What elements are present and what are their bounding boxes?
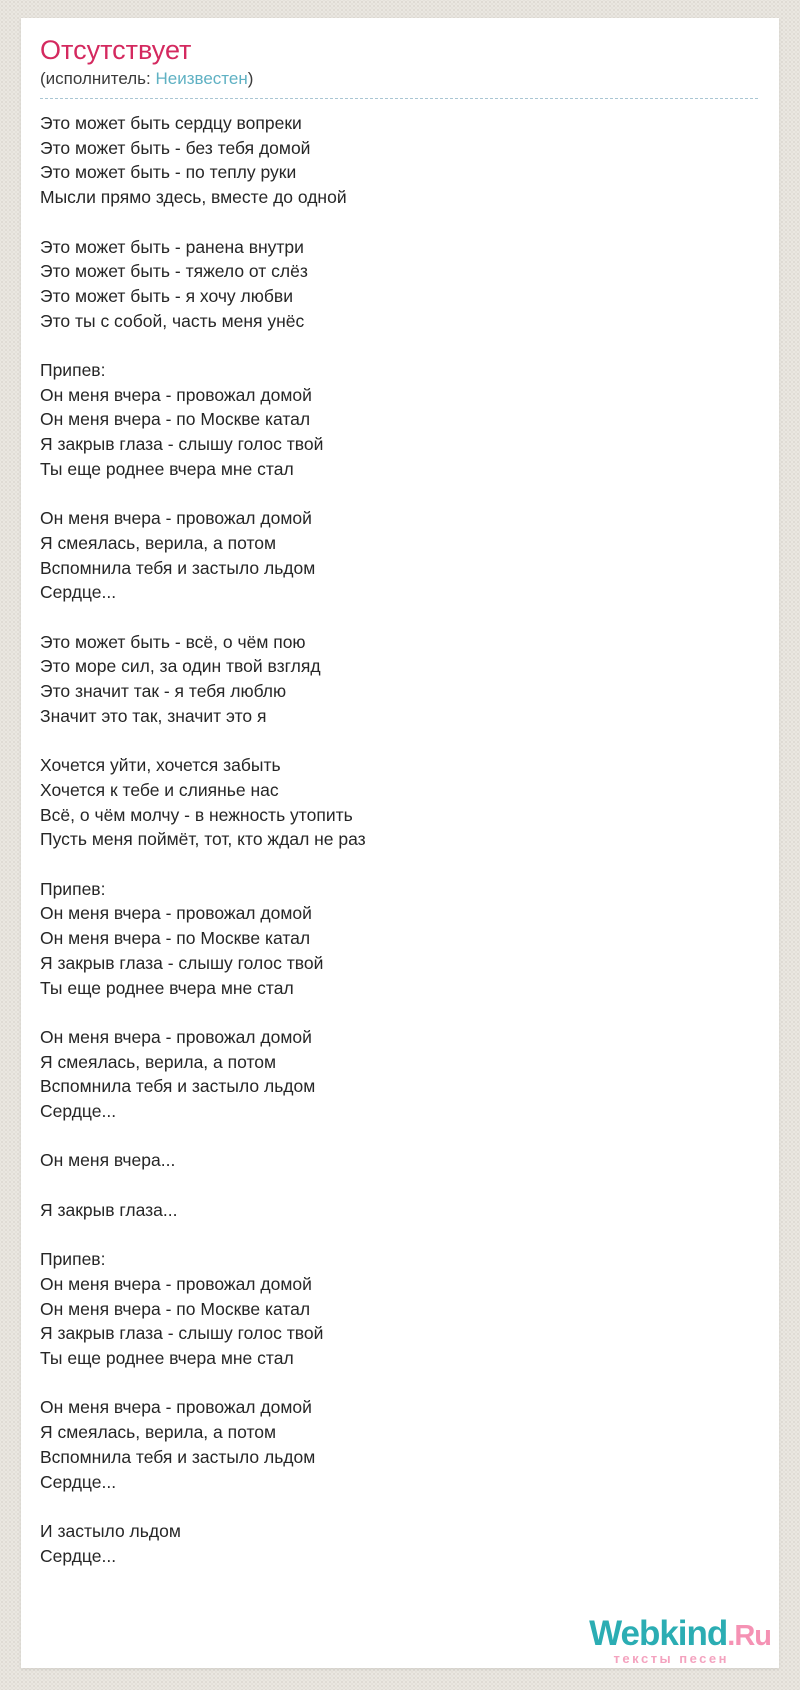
lyric-line: Это может быть - по теплу руки [40, 162, 297, 183]
lyrics-stanza [40, 235, 758, 334]
lyric-line: Это может быть - я хочу любви [40, 285, 293, 306]
lyric-line: Хочется к тебе и слиянье нас [40, 779, 279, 800]
lyric-line: Ты еще роднее вчера мне стал [40, 977, 294, 998]
lyric-line: Всё, о чём молчу - в нежность утопить [40, 804, 353, 825]
site-logo-tagline: тексты песен [613, 1651, 729, 1666]
lyric-line: Припев: [40, 1249, 106, 1270]
lyric-line: Я закрыв глаза - слышу голос твой [40, 952, 324, 973]
site-logo[interactable] [589, 1616, 771, 1665]
lyric-line: Я смеялась, верила, а потом [40, 1051, 277, 1072]
lyric-line: Он меня вчера - провожал домой [40, 1397, 312, 1418]
lyrics-stanza [40, 1198, 758, 1223]
artist-label-suffix: ) [247, 69, 254, 88]
artist-label-prefix: (исполнитель: [40, 69, 156, 88]
lyric-line: Это может быть - ранена внутри [40, 236, 304, 257]
lyric-line: Я закрыв глаза - слышу голос твой [40, 1323, 324, 1344]
lyric-line: Он меня вчера - провожал домой [40, 508, 312, 529]
lyrics-stanza [40, 1148, 758, 1173]
lyric-line: Это море сил, за один твой взгляд [40, 656, 321, 677]
lyrics-stanza [40, 1519, 758, 1568]
lyric-line: И застыло льдом [40, 1520, 181, 1541]
lyrics-stanza [40, 1247, 758, 1371]
lyric-line: Значит это так, значит это я [40, 705, 267, 726]
lyric-line: Ты еще роднее вчера мне стал [40, 1348, 294, 1368]
lyric-line: Я закрыв глаза... [40, 1199, 178, 1220]
lyric-line: Он меня вчера - провожал домой [40, 1026, 312, 1047]
lyric-line: Мысли прямо здесь, вместе до одной [40, 187, 347, 208]
lyric-line: Пусть меня поймёт, тот, кто ждал не раз [40, 829, 366, 850]
lyric-line: Сердце... [40, 1471, 117, 1492]
lyrics-stanza [40, 358, 758, 482]
lyric-line: Он меня вчера - по Москве катал [40, 928, 311, 949]
lyric-line: Это значит так - я тебя люблю [40, 681, 287, 702]
lyric-line: Припев: [40, 360, 106, 380]
lyrics-stanza [40, 753, 758, 852]
lyric-line: Он меня вчера - по Москве катал [40, 409, 311, 430]
site-logo-domain-suffix: .Ru [727, 1620, 771, 1652]
site-logo-wordmark [589, 1616, 771, 1651]
lyric-line: Сердце... [40, 582, 117, 603]
content-card [21, 18, 779, 1668]
lyrics [40, 111, 758, 1568]
artist-link[interactable]: Неизвестен [155, 69, 248, 88]
lyric-line: Это может быть сердцу вопреки [40, 113, 302, 133]
lyric-line: Это может быть - без тебя домой [40, 137, 311, 158]
site-logo-main-text: Webkind [589, 1614, 728, 1653]
lyric-line: Я смеялась, верила, а потом [40, 1422, 277, 1443]
lyrics-stanza [40, 1025, 758, 1124]
content-area [21, 18, 779, 1568]
lyric-line: Вспомнила тебя и застыло льдом [40, 557, 316, 578]
lyrics-stanza [40, 630, 758, 729]
song-title: Отсутствует [40, 35, 192, 65]
lyrics-stanza [40, 506, 758, 605]
lyrics-stanza [40, 877, 758, 1001]
lyric-line: Он меня вчера - провожал домой [40, 903, 312, 924]
lyric-line: Вспомнила тебя и застыло льдом [40, 1076, 316, 1097]
lyrics-stanza [40, 1395, 758, 1494]
lyric-line: Это может быть - тяжело от слёз [40, 261, 308, 282]
lyric-line: Он меня вчера - провожал домой [40, 384, 312, 405]
lyric-line: Сердце... [40, 1101, 117, 1122]
lyric-line: Он меня вчера... [40, 1150, 176, 1171]
lyric-line: Вспомнила тебя и застыло льдом [40, 1446, 316, 1467]
lyric-line: Я закрыв глаза - слышу голос твой [40, 434, 324, 455]
lyric-line: Он меня вчера - по Москве катал [40, 1298, 311, 1319]
lyric-line: Это ты с собой, часть меня унёс [40, 310, 305, 331]
lyric-line: Это может быть - всё, о чём пою [40, 631, 306, 652]
lyric-line: Припев: [40, 878, 106, 899]
artist-line [40, 68, 758, 99]
lyric-line: Ты еще роднее вчера мне стал [40, 458, 294, 479]
lyric-line: Сердце... [40, 1545, 117, 1566]
lyric-line: Я смеялась, верила, а потом [40, 532, 277, 553]
lyrics-stanza [40, 111, 758, 210]
lyric-line: Хочется уйти, хочется забыть [40, 755, 281, 776]
lyric-line: Он меня вчера - провожал домой [40, 1273, 312, 1294]
